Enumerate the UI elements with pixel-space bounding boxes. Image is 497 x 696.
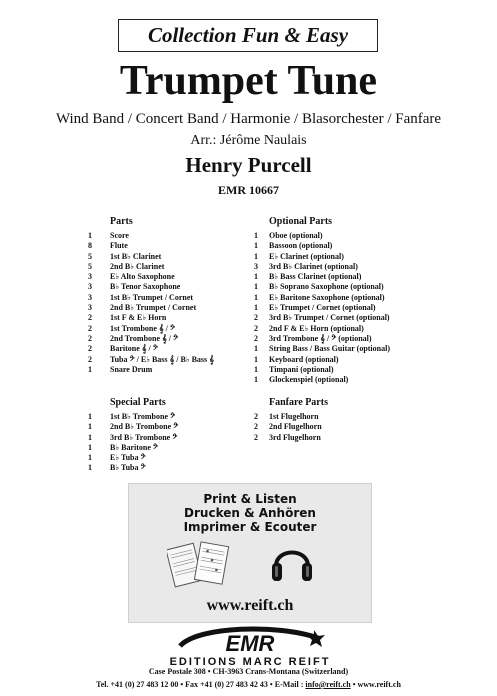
special-parts-list	[88, 397, 238, 474]
part-row	[88, 422, 238, 432]
part-row	[88, 324, 238, 334]
part-quantity: 3	[88, 272, 92, 282]
part-name: 3rd B♭ Trombone 𝄢	[110, 432, 178, 442]
part-quantity: 3	[88, 303, 92, 313]
part-quantity: 2	[88, 354, 92, 364]
part-quantity: 1	[254, 375, 258, 385]
part-quantity: 1	[254, 272, 258, 282]
part-row	[88, 282, 238, 292]
part-row	[88, 365, 238, 375]
part-quantity: 1	[254, 344, 258, 354]
part-name: Baritone 𝄞 / 𝄢	[110, 344, 158, 354]
part-name: 1st B♭ Trombone 𝄢	[110, 412, 176, 421]
publisher-address: Case Postale 308 • CH-3963 Crans-Montana (Switzerland)	[148, 667, 349, 676]
part-row	[254, 303, 424, 313]
part-quantity: 2	[254, 313, 258, 323]
part-quantity: 1	[254, 241, 258, 251]
part-quantity: 1	[254, 282, 258, 292]
part-quantity: 2	[88, 333, 92, 343]
part-row	[88, 313, 238, 323]
part-name: Tuba 𝄢 / E♭ Bass 𝄞 / B♭ Bass 𝄞	[110, 354, 214, 364]
contact-prefix: Tel. +41 (0) 27 483 12 00 • Fax +41 (0) 27 483 42 43 • E-Mail :	[96, 680, 306, 689]
sheet-music-icon	[167, 538, 233, 590]
promo-line-french: Imprimer & Ecouter	[183, 520, 317, 534]
section-heading: Fanfare Parts	[269, 397, 328, 408]
part-name: 1st F & E♭ Horn	[110, 313, 167, 323]
part-quantity: 5	[88, 251, 92, 261]
composer: Henry Purcell	[185, 153, 312, 177]
part-row	[254, 293, 424, 303]
part-quantity: 1	[254, 251, 258, 261]
part-quantity: 2	[254, 422, 258, 432]
part-quantity: 1	[88, 442, 92, 452]
part-name: 2nd B♭ Trumpet / Cornet	[110, 303, 197, 313]
part-row	[88, 241, 238, 251]
promo-line-german: Drucken & Anhören	[184, 506, 316, 520]
part-quantity: 1	[88, 463, 92, 473]
part-row	[254, 241, 424, 251]
section-heading: Special Parts	[110, 397, 166, 408]
part-name: Bassoon (optional)	[269, 241, 333, 251]
promo-line-english: Print & Listen	[203, 492, 297, 506]
part-row	[254, 412, 404, 422]
part-quantity: 1	[254, 364, 258, 374]
part-name: E♭ Clarinet (optional)	[269, 251, 344, 261]
part-name: Keyboard (optional)	[269, 354, 339, 364]
part-row	[88, 355, 238, 365]
arranger: Arr.: Jérôme Naulais	[190, 133, 307, 148]
part-row	[88, 272, 238, 282]
catalog-number: EMR 10667	[218, 183, 279, 197]
part-name: 2nd B♭ Trombone 𝄢	[110, 422, 179, 432]
part-row	[88, 303, 238, 313]
part-row	[88, 293, 238, 303]
collection-box	[118, 19, 378, 52]
part-name: 3rd B♭ Trumpet / Cornet (optional)	[269, 313, 390, 323]
part-name: 2nd Trombone 𝄞 / 𝄢	[110, 333, 179, 343]
part-row	[254, 282, 424, 292]
part-name: B♭ Tenor Saxophone	[110, 282, 181, 292]
part-row	[254, 344, 424, 354]
part-quantity: 1	[254, 303, 258, 313]
part-row	[88, 433, 238, 443]
part-name: Flute	[110, 241, 128, 251]
part-row	[88, 334, 238, 344]
part-row	[254, 365, 424, 375]
part-quantity: 1	[254, 354, 258, 364]
part-row	[88, 262, 238, 272]
part-name: String Bass / Bass Guitar (optional)	[269, 344, 390, 354]
part-name: Oboe (optional)	[269, 231, 323, 240]
part-name: B♭ Baritone 𝄢	[110, 442, 159, 452]
part-name: Snare Drum	[110, 364, 153, 374]
part-name: 3rd Trombone 𝄞 / 𝄢 (optional)	[269, 333, 372, 343]
contact-suffix[interactable]: • www.reift.ch	[350, 680, 401, 689]
part-row	[254, 313, 424, 323]
section-heading: Optional Parts	[269, 216, 333, 227]
part-name: E♭ Alto Saxophone	[110, 272, 175, 282]
part-row	[88, 231, 238, 241]
part-name: 2nd F & E♭ Horn (optional)	[269, 323, 364, 333]
part-row	[88, 453, 238, 463]
part-name: 3rd B♭ Clarinet (optional)	[269, 261, 358, 271]
part-name: B♭ Soprano Saxophone (optional)	[269, 282, 384, 292]
part-quantity: 2	[254, 432, 258, 442]
part-quantity: 8	[88, 241, 92, 251]
part-row	[88, 443, 238, 453]
part-quantity: 2	[88, 344, 92, 354]
part-quantity: 1	[88, 422, 92, 432]
part-row	[254, 272, 424, 282]
publisher-name: EDITIONS MARC REIFT	[169, 656, 331, 668]
part-name: E♭ Tuba 𝄢	[110, 453, 146, 463]
part-row	[254, 231, 424, 241]
parts-list	[88, 216, 238, 375]
part-name: 1st Trombone 𝄞 / 𝄢	[110, 323, 175, 333]
part-quantity: 2	[254, 412, 258, 421]
optional-parts-list	[254, 216, 424, 385]
part-quantity: 1	[88, 231, 92, 240]
part-quantity: 1	[254, 292, 258, 302]
email-link[interactable]: info@reift.ch	[305, 680, 351, 689]
part-name: 1st B♭ Clarinet	[110, 251, 162, 261]
contact-line	[0, 680, 497, 690]
part-name: 1st Flugelhorn	[269, 412, 319, 421]
part-row	[88, 344, 238, 354]
part-name: E♭ Baritone Saxophone (optional)	[269, 292, 385, 302]
part-name: 1st B♭ Trumpet / Cornet	[110, 292, 194, 302]
part-quantity: 2	[88, 313, 92, 323]
part-row	[88, 463, 238, 473]
part-name: Timpani (optional)	[269, 364, 334, 374]
part-row	[254, 422, 404, 432]
part-quantity: 1	[88, 432, 92, 442]
part-name: B♭ Tuba 𝄢	[110, 463, 146, 473]
part-name: 2nd Flugelhorn	[269, 422, 322, 432]
part-quantity: 2	[254, 333, 258, 343]
part-quantity: 2	[254, 323, 258, 333]
part-quantity: 3	[88, 282, 92, 292]
part-quantity: 1	[88, 453, 92, 463]
part-quantity: 1	[88, 412, 92, 421]
part-quantity: 1	[254, 231, 258, 240]
part-quantity: 2	[88, 323, 92, 333]
part-row	[254, 334, 424, 344]
part-row	[254, 433, 404, 443]
part-name: Glockenspiel (optional)	[269, 375, 349, 385]
part-row	[254, 252, 424, 262]
part-quantity: 5	[88, 261, 92, 271]
section-heading: Parts	[110, 216, 133, 227]
collection-name: Collection Fun & Easy	[147, 23, 349, 47]
part-row	[254, 324, 424, 334]
print-listen-box	[128, 483, 372, 623]
part-name: Score	[110, 231, 129, 240]
part-quantity: 3	[254, 261, 258, 271]
emr-logo-text: EMR	[225, 631, 275, 656]
part-row	[254, 262, 424, 272]
part-row	[254, 375, 424, 385]
website-link[interactable]: www.reift.ch	[206, 597, 294, 614]
fanfare-parts-list	[254, 397, 404, 443]
ensemble-subtitle: Wind Band / Concert Band / Harmonie / Blasorchester / Fanfare	[55, 111, 442, 127]
part-quantity: 3	[88, 292, 92, 302]
part-name: E♭ Trumpet / Cornet (optional)	[269, 303, 376, 313]
part-name: B♭ Bass Clarinet (optional)	[269, 272, 362, 282]
part-name: 2nd B♭ Clarinet	[110, 261, 165, 271]
headphones-icon	[269, 538, 315, 586]
piece-title: Trumpet Tune	[119, 58, 378, 104]
part-row	[88, 252, 238, 262]
part-quantity: 1	[88, 364, 92, 374]
part-name: 3rd Flugelhorn	[269, 432, 321, 442]
part-row	[254, 355, 424, 365]
part-row	[88, 412, 238, 422]
